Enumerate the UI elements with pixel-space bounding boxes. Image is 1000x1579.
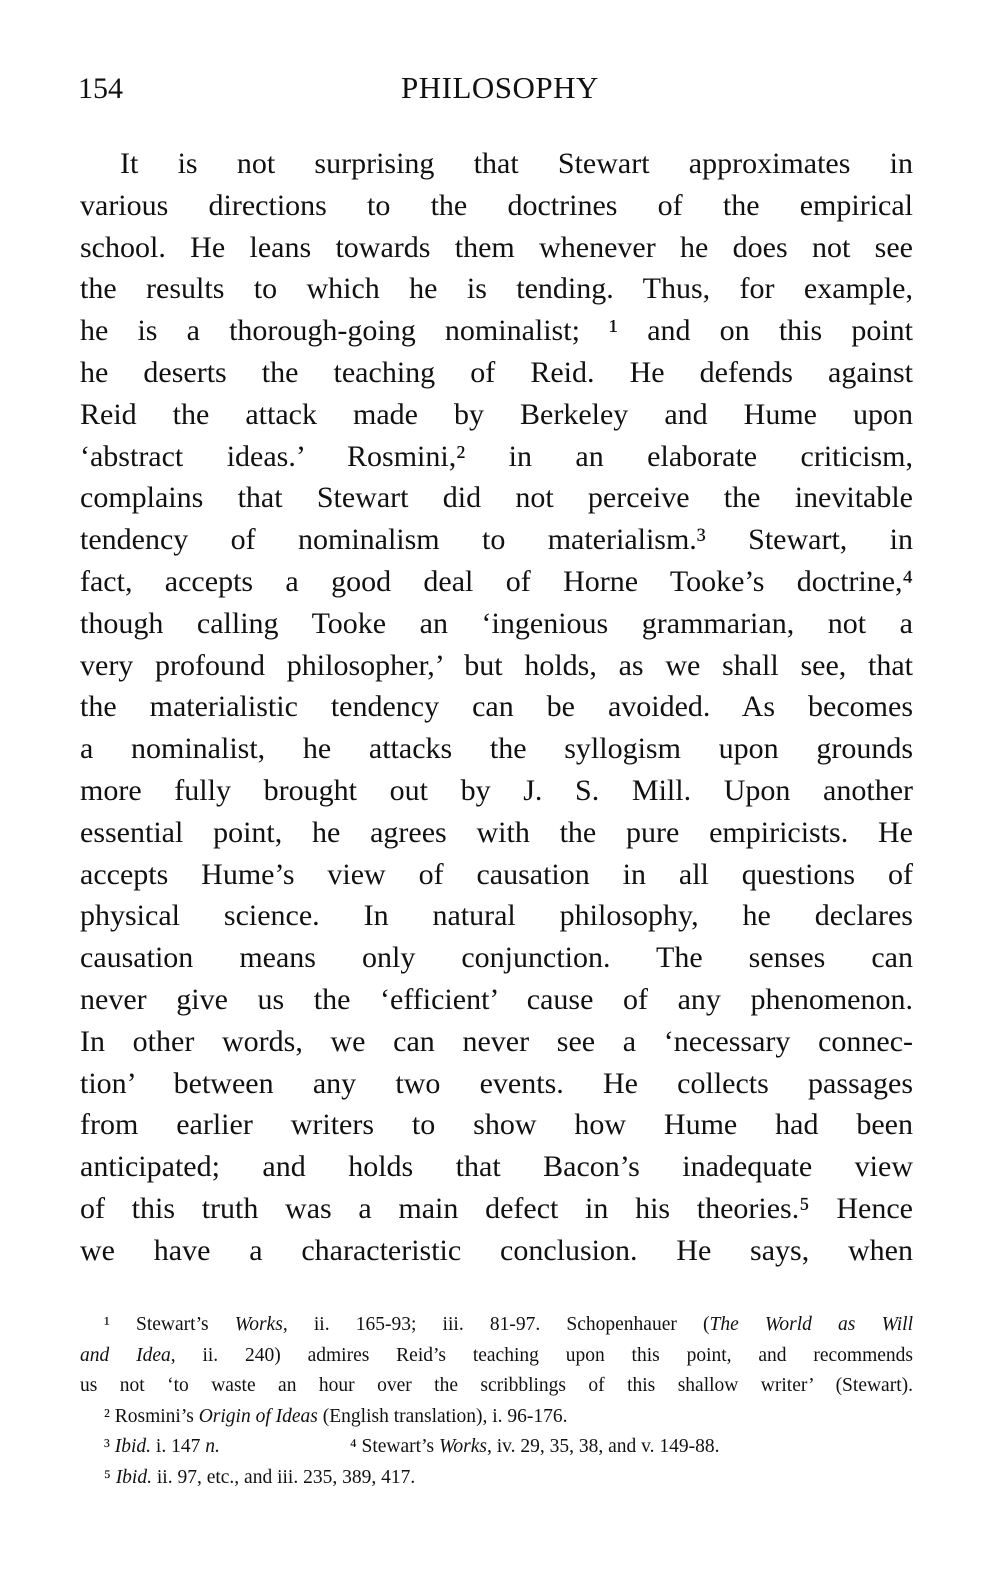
text-line: complains that Stewart did not perceive the inevitable xyxy=(80,481,913,515)
footnotes xyxy=(80,1310,913,1493)
text-line: though calling Tooke an ‘ingenious grammarian, not a xyxy=(80,606,913,640)
body-text xyxy=(80,143,913,1272)
fn-text: , ii. 165-93; iii. 81-97. Schopenhauer ( xyxy=(282,1314,710,1335)
text-line: anticipated; and holds that Bacon’s inadequate view xyxy=(80,1150,913,1184)
footnote-2 xyxy=(80,1402,913,1433)
text-line: school. He leans towards them whenever he does not see xyxy=(80,230,913,264)
text-line: Reid the attack made by Berkeley and Hume upon xyxy=(80,397,913,431)
fn-text: ii. 97, etc., and iii. 235, 389, 417. xyxy=(151,1466,416,1488)
fn-text: (English translation), i. 96-176. xyxy=(317,1405,568,1427)
text-line: ‘abstract ideas.’ Rosmini,² in an elaborate criticism, xyxy=(80,439,913,473)
fn-italic: Origin of Ideas xyxy=(198,1405,318,1427)
fn-text: ⁵ xyxy=(104,1466,116,1488)
text-line: of this truth was a main defect in his theories.⁵ Hence xyxy=(80,1191,913,1225)
footnote-3-4 xyxy=(80,1432,913,1463)
text-line: a nominalist, he attacks the syllogism upon grounds xyxy=(80,732,913,766)
text-line: more fully brought out by J. S. Mill. Upon another xyxy=(80,773,913,807)
text-line: he is a thorough-going nominalist; ¹ and on this point xyxy=(80,314,913,348)
fn-italic: Ibid. xyxy=(115,1466,152,1488)
footnote-3 xyxy=(104,1436,220,1457)
fn-text: ¹ Stewart’s xyxy=(104,1314,235,1335)
text-line: we have a characteristic conclusion. He says, when xyxy=(80,1233,913,1267)
text-line: physical science. In natural philosophy, he declares xyxy=(80,899,913,933)
text-line: various directions to the doctrines of the empirical xyxy=(80,188,913,222)
text-line: It is not surprising that Stewart approximates in xyxy=(120,147,913,180)
text-line: very profound philosopher,’ but holds, as we shall see, that xyxy=(80,648,913,682)
text-line: In other words, we can never see a ‘necessary connec- xyxy=(80,1024,913,1058)
fn-text: ² Rosmini’s xyxy=(104,1405,199,1427)
text-line: from earlier writers to show how Hume had been xyxy=(80,1108,913,1142)
page-number: 154 xyxy=(78,72,123,105)
footnote-1-line xyxy=(80,1310,913,1341)
fn-italic: The World as Will xyxy=(709,1314,913,1335)
text-line: never give us the ‘efficient’ cause of any phenomenon. xyxy=(80,982,913,1016)
fn-italic: Works xyxy=(234,1314,283,1335)
text-line: essential point, he agrees with the pure empiricists. He xyxy=(80,815,913,849)
fn-text: ⁴ Stewart’s xyxy=(349,1436,439,1457)
fn-italic: n. xyxy=(205,1436,220,1457)
fn-text: ³ xyxy=(104,1436,115,1457)
text-line: tendency of nominalism to materialism.³ Stewart, in xyxy=(80,523,913,557)
text-line: he deserts the teaching of Reid. He defends against xyxy=(80,355,913,389)
text-line: accepts Hume’s view of causation in all questions of xyxy=(80,857,913,891)
footnote-4 xyxy=(350,1436,720,1457)
text-line: causation means only conjunction. The senses can xyxy=(80,941,913,975)
text-line: tion’ between any two events. He collects passages xyxy=(80,1066,913,1100)
text-line: fact, accepts a good deal of Horne Tooke’s doctrine,⁴ xyxy=(80,564,913,598)
fn-text: , ii. 240) admires Reid’s teaching upon this point, and recommends xyxy=(170,1344,913,1366)
text-line: the results to which he is tending. Thus, for example, xyxy=(80,272,913,306)
fn-italic: Ibid. xyxy=(114,1436,152,1457)
footnote-1-line xyxy=(80,1341,913,1372)
fn-text: us not ‘to waste an hour over the scribblings of this shallow writer’ (Stewart). xyxy=(80,1375,913,1396)
text-line: the materialistic tendency can be avoided. As becomes xyxy=(80,690,913,724)
fn-text: , iv. 29, 35, 38, and v. 149-88. xyxy=(487,1436,720,1457)
fn-italic: Works xyxy=(438,1436,487,1457)
running-title: PHILOSOPHY xyxy=(401,70,599,105)
footnote-5 xyxy=(80,1463,913,1494)
fn-italic: and Idea xyxy=(80,1344,171,1366)
fn-text: i. 147 xyxy=(151,1436,206,1457)
footnote-1-line xyxy=(80,1371,913,1402)
